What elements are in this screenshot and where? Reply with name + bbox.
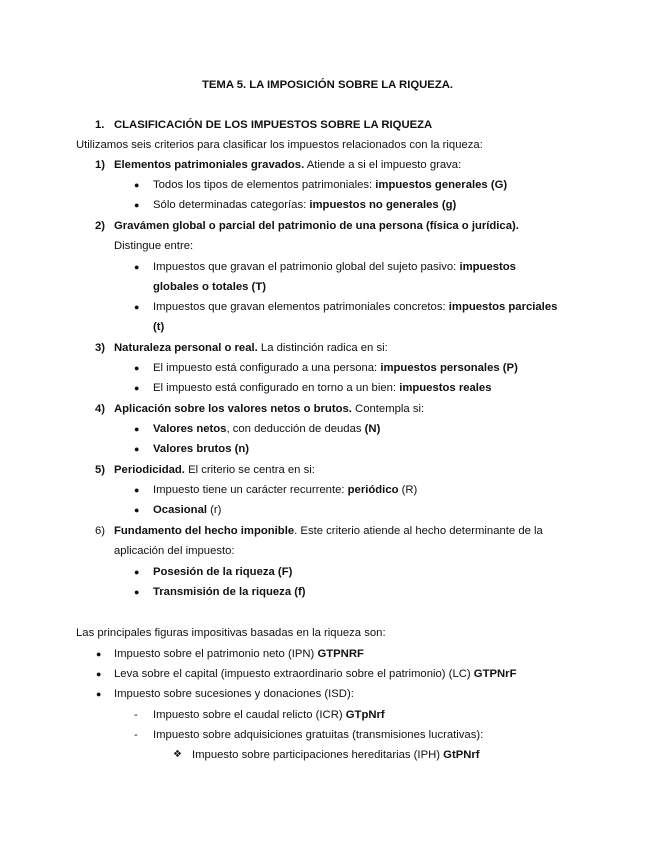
criterion-line: Elementos patrimoniales gravados. Atiende a si el impuesto grava: xyxy=(114,159,462,171)
list-item: Ocasional (r) xyxy=(153,504,222,516)
bullet-icon: ● xyxy=(134,200,140,210)
list-item: Impuestos que gravan elementos patrimoniales concretos: impuestos parciales xyxy=(153,301,558,313)
bullet-icon: ● xyxy=(134,587,140,597)
figure-sub-sub-item: Impuesto sobre participaciones hereditarias (IPH) GtPNrf xyxy=(192,749,480,761)
bullet-icon: ● xyxy=(134,363,140,373)
figure-item: Impuesto sobre el patrimonio neto (IPN) GTPNRF xyxy=(114,648,364,660)
list-item: Valores brutos (n) xyxy=(153,443,250,455)
criterion-number: 2) xyxy=(95,220,106,232)
criterion-line: Aplicación sobre los valores netos o brutos. Contempla si: xyxy=(114,403,425,415)
figure-item: Leva sobre el capital (impuesto extraordinario sobre el patrimonio) (LC) GTPNrF xyxy=(114,668,517,680)
bullet-icon: ● xyxy=(96,669,102,679)
criterion-line: Fundamento del hecho imponible. Este criterio atiende al hecho determinante de la xyxy=(114,525,543,537)
bullet-icon: ● xyxy=(134,424,140,434)
bullet-icon: ● xyxy=(96,649,102,659)
list-item: El impuesto está configurado a una persona: impuestos personales (P) xyxy=(153,362,518,374)
criterion-line: Periodicidad. El criterio se centra en si: xyxy=(114,464,315,476)
bullet-icon: ● xyxy=(134,262,140,272)
list-item: Valores netos, con deducción de deudas (N) xyxy=(153,423,381,435)
criterion-number: 1) xyxy=(95,159,106,171)
figure-sub-item: Impuesto sobre el caudal relicto (ICR) GTpNrf xyxy=(153,709,385,721)
list-item: Transmisión de la riqueza (f) xyxy=(153,586,306,598)
list-item: Impuestos que gravan el patrimonio global del sujeto pasivo: impuestos xyxy=(153,261,516,273)
list-item: Posesión de la riqueza (F) xyxy=(153,566,293,578)
bullet-icon: ● xyxy=(96,689,102,699)
bullet-icon: ● xyxy=(134,302,140,312)
list-item: Impuesto tiene un carácter recurrente: periódico (R) xyxy=(153,484,418,496)
section-intro: Utilizamos seis criterios para clasificar los impuestos relacionados con la riqueza: xyxy=(76,139,483,151)
list-item-continuation: globales o totales (T) xyxy=(153,281,266,293)
criterion-line: Gravámen global o parcial del patrimonio de una persona (física o jurídica). xyxy=(114,220,519,232)
bullet-icon: ● xyxy=(134,567,140,577)
section-heading: CLASIFICACIÓN DE LOS IMPUESTOS SOBRE LA RIQUEZA xyxy=(114,119,433,131)
bullet-icon: ● xyxy=(134,180,140,190)
bullet-icon: ● xyxy=(134,383,140,393)
page-title: TEMA 5. LA IMPOSICIÓN SOBRE LA RIQUEZA. xyxy=(201,79,454,91)
figure-item: Impuesto sobre sucesiones y donaciones (ISD): xyxy=(114,688,354,700)
list-item: Todos los tipos de elementos patrimoniales: impuestos generales (G) xyxy=(153,179,508,191)
diamond-bullet-icon: ❖ xyxy=(173,749,182,760)
dash-marker: - xyxy=(134,729,138,741)
criterion-continuation: Distingue entre: xyxy=(114,240,194,252)
criterion-line: Naturaleza personal o real. La distinción radica en si: xyxy=(114,342,388,354)
criterion-continuation: aplicación del impuesto: xyxy=(114,545,235,557)
bullet-icon: ● xyxy=(134,485,140,495)
figures-intro: Las principales figuras impositivas basadas en la riqueza son: xyxy=(76,627,386,639)
list-item-continuation: (t) xyxy=(153,321,165,333)
dash-marker: - xyxy=(134,709,138,721)
criterion-number: 4) xyxy=(95,403,106,415)
list-item: Sólo determinadas categorías: impuestos no generales (g) xyxy=(153,199,457,211)
bullet-icon: ● xyxy=(134,505,140,515)
figure-sub-item: Impuesto sobre adquisiciones gratuitas (transmisiones lucrativas): xyxy=(153,729,484,741)
criterion-number: 5) xyxy=(95,464,106,476)
criterion-number: 3) xyxy=(95,342,106,354)
bullet-icon: ● xyxy=(134,444,140,454)
criterion-number: 6) xyxy=(95,525,106,537)
list-item: El impuesto está configurado en torno a un bien: impuestos reales xyxy=(153,382,492,394)
section-number: 1. xyxy=(95,119,105,131)
